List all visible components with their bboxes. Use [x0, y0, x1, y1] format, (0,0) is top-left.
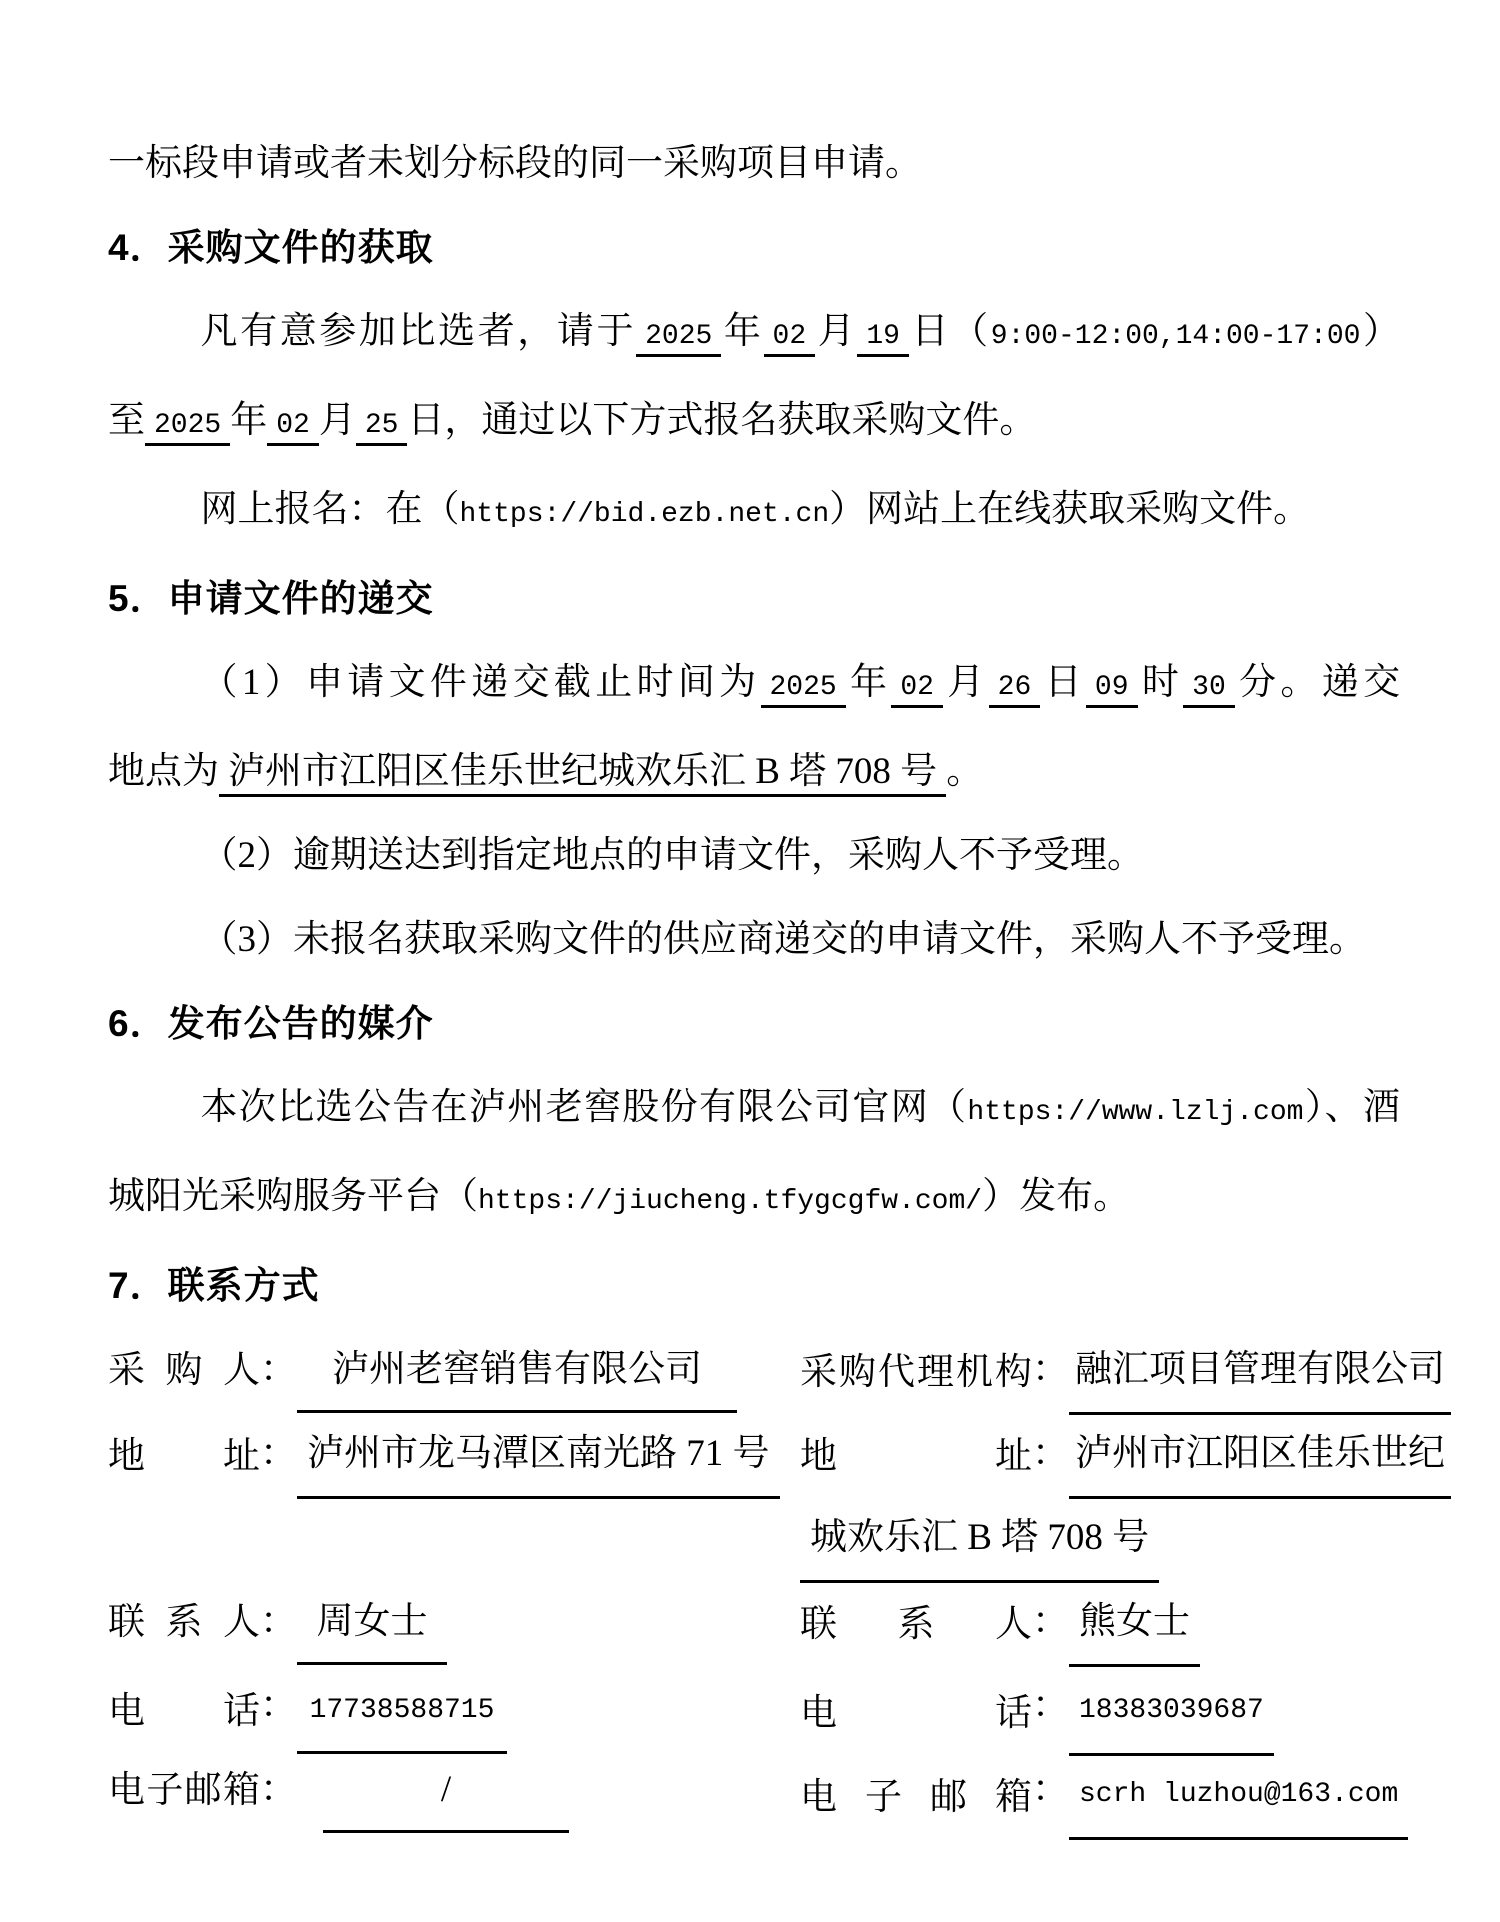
text-segment: 日 [1040, 662, 1086, 703]
paragraph-line [108, 730, 1400, 814]
contact-value: scrh luzhou@163.com [1069, 1755, 1408, 1840]
contact-label: 电话 [800, 1693, 1032, 1734]
underlined-field: 02 [267, 410, 319, 446]
contact-label: 联系人 [108, 1602, 260, 1643]
contact-label: 地址 [108, 1436, 260, 1477]
contact-label: 联系人 [800, 1604, 1032, 1645]
section-heading: 4．采购文件的获取 [108, 227, 434, 268]
contact-label: 电子邮箱 [800, 1777, 1032, 1818]
contact-label: 地址 [800, 1436, 1032, 1477]
contact-value: / [323, 1750, 569, 1833]
text-segment: 。 [946, 751, 984, 792]
contact-cell-left [108, 1580, 800, 1664]
contact-value: 周女士 [297, 1582, 447, 1665]
contact-label: 电子邮箱 [108, 1770, 260, 1811]
contact-label-colon: ： [260, 1349, 297, 1390]
text-segment: 9:00-12:00,14:00-17:00 [990, 321, 1361, 352]
text-segment: ） [1360, 311, 1401, 352]
text-segment: （1）申请文件递交截止时间为 [200, 662, 761, 703]
text-segment: （3）未报名获取采购文件的供应商递交的申请文件，采购人不予受理。 [200, 919, 1366, 960]
underlined-field: 泸州市江阳区佳乐世纪城欢乐汇 B 塔 708 号 [219, 751, 946, 797]
contact-row [108, 1496, 1400, 1580]
contact-row [108, 1748, 1400, 1832]
paragraph-line [108, 814, 1400, 898]
text-segment: 年 [721, 311, 764, 352]
contact-label-colon: ： [1032, 1349, 1069, 1390]
contact-label: 采购人 [108, 1350, 260, 1391]
paragraph-line [108, 898, 1400, 982]
contact-label-colon: ： [1032, 1433, 1069, 1474]
text-segment: （2）逾期送达到指定地点的申请文件，采购人不予受理。 [200, 835, 1144, 876]
underlined-field: 02 [764, 321, 816, 357]
text-segment: 一标段申请或者未划分标段的同一采购项目申请。 [108, 143, 922, 184]
underlined-field: 25 [356, 410, 408, 446]
contact-cell-right [800, 1580, 1400, 1664]
paragraph-line [108, 1155, 1400, 1244]
contact-cell-left [108, 1328, 800, 1412]
paragraph-line [108, 468, 1400, 557]
contact-row [108, 1328, 1445, 1412]
contact-value: 泸州市龙马潭区南光路 71 号 [297, 1414, 780, 1499]
text-segment: 日（ [908, 311, 991, 352]
contact-value: 18383039687 [1069, 1671, 1274, 1756]
underlined-field: 30 [1183, 672, 1235, 708]
contact-label: 电话 [108, 1691, 260, 1732]
text-segment: ）、酒 [1303, 1087, 1401, 1128]
underlined-field: 2025 [145, 410, 230, 446]
paragraph-line [108, 290, 1400, 379]
text-segment: 城阳光采购服务平台（ [108, 1176, 478, 1217]
contact-value: 17738588715 [297, 1671, 507, 1754]
contact-value: 熊女士 [1069, 1582, 1200, 1667]
paragraph-line [108, 1066, 1400, 1155]
contact-cell-right [800, 1496, 1400, 1580]
text-segment: ）网站上在线获取采购文件。 [829, 489, 1311, 530]
underlined-field: 2025 [636, 321, 721, 357]
contact-label-colon: ： [1032, 1685, 1069, 1726]
paragraph-line [108, 122, 1400, 206]
contact-row [108, 1412, 1445, 1496]
text-segment: https://www.lzlj.com [967, 1097, 1304, 1128]
text-segment: 网上报名：在（ [200, 489, 460, 530]
contact-label-colon: ： [260, 1601, 297, 1642]
contact-cell-right [800, 1412, 1451, 1496]
contact-cell-left [108, 1496, 800, 1580]
text-segment: 地点为 [108, 751, 219, 792]
text-segment: 年 [845, 662, 892, 703]
text-segment: 时 [1137, 662, 1184, 703]
contact-cell-right [800, 1748, 1408, 1832]
underlined-field: 09 [1086, 672, 1138, 708]
text-segment: https://bid.ezb.net.cn [459, 499, 830, 530]
section-heading: 6．发布公告的媒介 [108, 1003, 434, 1044]
contact-label-colon: ： [260, 1433, 297, 1474]
contact-value: 融汇项目管理有限公司 [1069, 1330, 1451, 1415]
contact-row [108, 1580, 1400, 1664]
paragraph-line [108, 379, 1400, 468]
text-segment: 凡有意参加比选者，请于 [200, 311, 637, 352]
contact-label-colon: ： [1032, 1601, 1069, 1642]
contact-cell-left [108, 1664, 800, 1748]
text-segment: 年 [230, 400, 268, 441]
underlined-field: 02 [891, 672, 943, 708]
contact-label: 采购代理机构 [800, 1352, 1032, 1393]
text-segment: ）发布。 [982, 1176, 1131, 1217]
section-heading: 5．申请文件的递交 [108, 578, 434, 619]
contact-label-colon: ： [260, 1769, 297, 1810]
paragraph-line [108, 641, 1400, 730]
underlined-field: 2025 [761, 672, 846, 708]
text-segment: 月 [942, 662, 989, 703]
text-segment: 至 [108, 400, 145, 441]
contact-cell-left [108, 1412, 800, 1496]
contact-value: 泸州市江阳区佳乐世纪 [1069, 1414, 1451, 1499]
contact-value: 城欢乐汇 B 塔 708 号 [800, 1498, 1159, 1583]
text-segment: 分。递交 [1234, 662, 1401, 703]
contact-label-colon: ： [260, 1685, 297, 1726]
underlined-field: 26 [989, 672, 1041, 708]
text-segment: 月 [318, 400, 356, 441]
contact-row [108, 1664, 1400, 1748]
text-segment: 月 [815, 311, 858, 352]
section-heading: 7．联系方式 [108, 1265, 320, 1306]
contact-cell-right [800, 1664, 1400, 1748]
contact-cell-left [108, 1748, 800, 1832]
contact-value: 泸州老窖销售有限公司 [297, 1330, 737, 1413]
text-segment: 日，通过以下方式报名获取采购文件。 [407, 400, 1037, 441]
text-segment: https://jiucheng.tfygcgfw.com/ [478, 1186, 983, 1217]
text-segment: 本次比选公告在泸州老窖股份有限公司官网（ [200, 1087, 968, 1128]
contact-label-colon: ： [1032, 1769, 1069, 1810]
contact-cell-right [800, 1328, 1451, 1412]
underlined-field: 19 [857, 321, 909, 357]
